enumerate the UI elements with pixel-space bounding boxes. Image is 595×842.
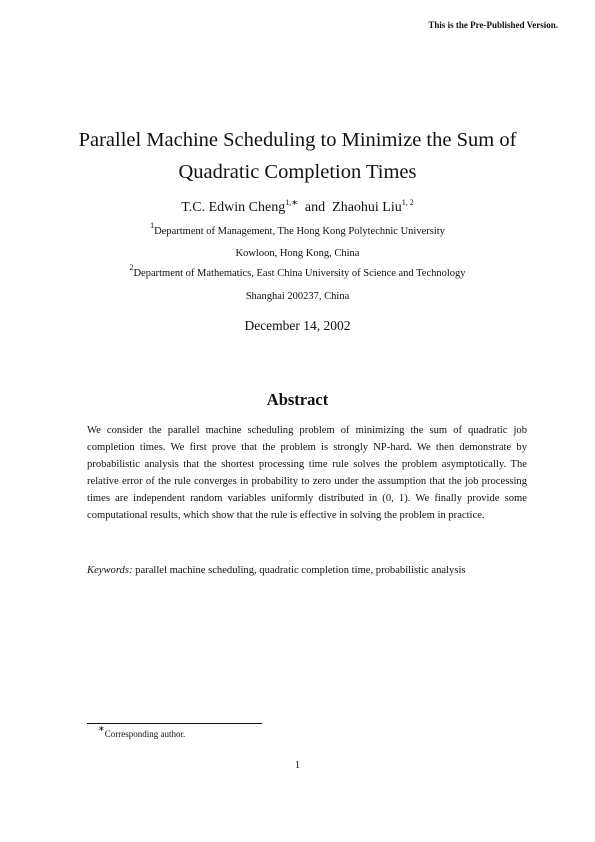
- title-line-2: Quadratic Completion Times: [178, 161, 417, 183]
- pre-published-version-note: This is the Pre-Published Version.: [428, 20, 558, 30]
- author-liu: Zhaohui Liu: [332, 200, 402, 215]
- author-liu-marks: 1, 2: [401, 198, 414, 207]
- abstract-heading: Abstract: [266, 390, 329, 409]
- footnote: [98, 724, 186, 739]
- affiliation-1-mark: 1: [150, 221, 155, 230]
- keywords-text: parallel machine scheduling, quadratic completion time, probabilistic analysis: [135, 565, 466, 576]
- affiliation-1-line-2: Kowloon, Hong Kong, China: [235, 248, 360, 259]
- author-line: [0, 200, 595, 216]
- author-cheng-marks: 1,∗: [285, 198, 298, 207]
- title-line-1: Parallel Machine Scheduling to Minimize the Sum of: [78, 129, 517, 151]
- footnote-rule: [87, 723, 262, 724]
- affiliation-1-line-1: $^1$Department of Management, The Hong Kong Polytechnic University: [150, 221, 445, 237]
- footnote-text: Corresponding author.: [104, 729, 186, 739]
- keywords: [87, 562, 527, 579]
- author-cheng: T.C. Edwin Cheng: [181, 200, 286, 215]
- page-number: 1: [294, 760, 301, 771]
- paper-date: December 14, 2002: [244, 318, 351, 333]
- abstract-body: We consider the parallel machine scheduling problem of minimizing the sum of quadratic job completion times. We first prove that the problem is strongly NP-hard. We then demonstrate by probabilistic analysis that the shortest processing time rule solves the problem asymptotically. The relative error of the rule converges in probability to zero under the assumption that the job processing times are independent random variables uniformly distributed in (0, 1). We finally provide some computational results, which show that the rule is effective in solving the problem in practice.: [87, 425, 527, 522]
- footnote-mark: ∗: [98, 724, 105, 733]
- affiliation-2-line-2: Shanghai 200237, China: [245, 291, 350, 302]
- author-separator: and: [304, 200, 326, 215]
- paper-title: [0, 124, 595, 188]
- affiliation-2-mark: 2: [129, 263, 134, 272]
- affiliation-2-line-1: $^2$Department of Mathematics, East China University of Science and Technology: [129, 263, 466, 279]
- keywords-label: Keywords:: [87, 565, 133, 576]
